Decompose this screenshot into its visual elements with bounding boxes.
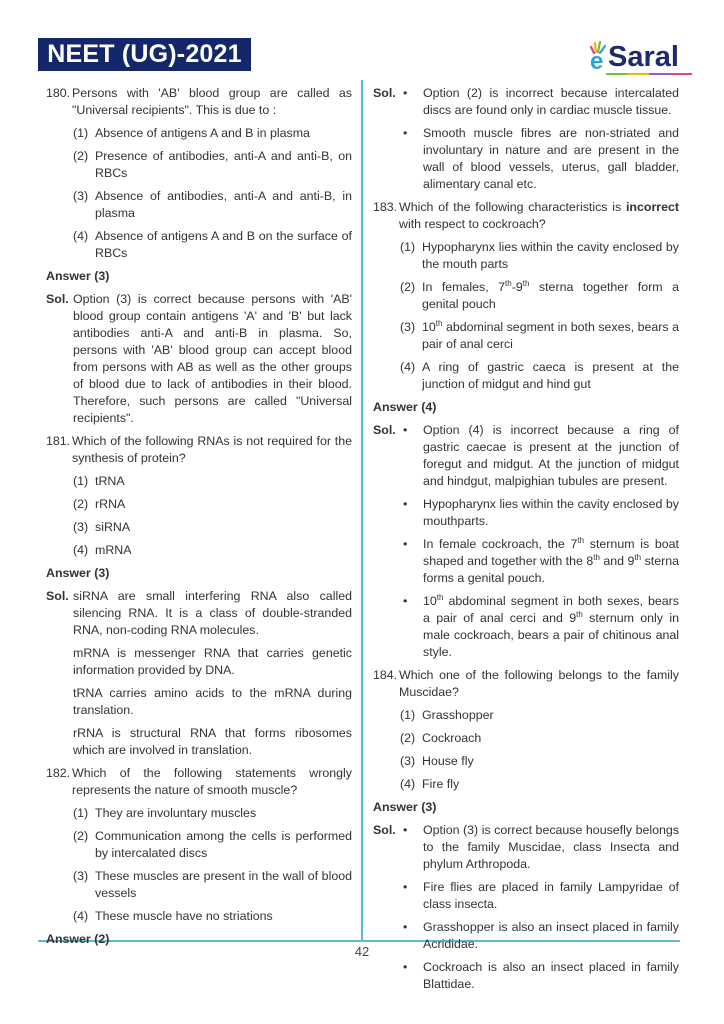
bullet-icon: • [403,537,408,551]
solution-bullet [373,919,679,953]
bullet-icon: • [403,920,408,934]
option-number: (1) [400,708,416,722]
solution-label: Sol. [373,86,396,100]
option-number: (3) [73,520,89,534]
question-number: 182. [46,766,71,780]
option [373,753,679,770]
option-number: (2) [400,280,416,294]
bullet-icon: • [403,594,408,608]
question-number: 181. [46,434,71,448]
answer-label: Answer (4) [373,400,437,414]
option-text: 10 [422,320,436,334]
superscript: th [576,609,583,619]
option-number: (1) [400,240,416,254]
option-text: Hypopharynx lies within the cavity enclosed by the mouth parts [422,240,679,271]
left-column [46,85,352,954]
solution-point: Cockroach is also an insect placed in family Blattidae. [423,960,679,991]
option-number: (3) [400,754,416,768]
solution-point: Smooth muscle fibres are non-striated and involuntary in nature and are present in the wall of blood vessels, uterus, gall bladder, alimentary canal etc. [423,126,679,191]
question-text: Persons with 'AB' blood group are called as "Universal recipients". This is due to : [72,86,352,117]
option [46,473,352,490]
solution-bullet [373,593,679,661]
option-text: These muscle have no striations [95,909,273,923]
bullet-icon: • [403,86,408,100]
solution-point: sterna forms a genital pouch. [423,554,680,585]
solution-label: Sol. [373,423,396,437]
option-number: (4) [73,909,89,923]
solution-point: sternum is boat shaped and together with the 8 [423,537,680,568]
solution-bullet [373,959,679,993]
option-number: (2) [73,497,89,511]
solution-point: sternum only in male cockroach, bears a pair of chitinous anal style. [423,611,679,659]
option [46,868,352,902]
right-column [373,85,679,999]
option [373,776,679,793]
option [46,228,352,262]
bullet-icon: • [403,423,408,437]
option-text: These muscles are present in the wall of blood vessels [95,869,352,900]
solution [373,822,679,873]
question-text: with respect to cockroach? [399,217,546,231]
option-number: (2) [73,829,89,843]
option-text: Fire fly [422,777,460,791]
option [373,707,679,724]
option-number: (1) [73,806,89,820]
solution-paragraph: rRNA is structural RNA that forms ribosomes which are involved in translation. [73,726,352,757]
logo-wordmark: Saral [608,41,679,73]
question-181 [46,433,352,467]
question-text: Which of the following RNAs is not required for the synthesis of protein? [72,434,352,465]
option [46,519,352,536]
question-number: 184. [373,668,398,682]
question-184 [373,667,679,701]
solution-point: and 9 [599,554,635,568]
question-text: Which one of the following belongs to the family Muscidae? [399,668,679,699]
option-text: mRNA [95,543,132,557]
option [46,828,352,862]
option-number: (3) [73,189,89,203]
solution [46,588,352,639]
solution-point: Fire flies are placed in family Lampyridae of class insecta. [423,880,679,911]
solution-bullet [373,496,679,530]
answer-label: Answer (3) [46,566,110,580]
option-text: Grasshopper [422,708,494,722]
option [373,279,679,313]
column-divider [361,80,363,940]
bullet-icon: • [403,823,408,837]
option-number: (3) [73,869,89,883]
option [46,542,352,559]
option-text: Communication among the cells is performed by intercalated discs [95,829,352,860]
option [46,188,352,222]
bullet-icon: • [403,960,408,974]
question-number: 180. [46,86,71,100]
option-text: They are involuntary muscles [95,806,257,820]
option-number: (2) [73,149,89,163]
solution-label: Sol. [46,292,69,306]
solution-point: Option (2) is incorrect because intercalated discs are found only in cardiac muscle tissue. [423,86,679,117]
question-text: Which of the following statements wrongly represents the nature of smooth muscle? [72,766,352,797]
option [46,125,352,142]
superscript: th [436,592,444,602]
logo-e-glyph: e [590,48,604,75]
solution-point: In female cockroach, the 7 [423,537,578,551]
solution-bullet [373,879,679,913]
option-text: siRNA [95,520,131,534]
solution-point: 10 [423,594,437,608]
question-182 [46,765,352,799]
option-text: -9 [511,280,523,294]
solution-bullet [373,536,679,587]
solution-point: abdominal segment in both sexes, bears a pair of anal cerci and 9 [423,594,679,625]
question-180 [46,85,352,119]
solution-label: Sol. [46,589,69,603]
superscript: th [435,318,443,328]
solution [373,85,679,119]
solution-point: Hypopharynx lies within the cavity enclosed by mouthparts. [423,497,679,528]
option [46,148,352,182]
option-text: abdominal segment in both sexes, bears a pair of anal cerci [422,320,679,351]
answer-label: Answer (3) [373,800,437,814]
solution-point: Grasshopper is also an insect placed in family Acrididae. [423,920,679,951]
option-number: (2) [400,731,416,745]
option-text: Cockroach [422,731,482,745]
option-number: (4) [400,777,416,791]
question-text: Which of the following characteristics is [399,200,626,214]
solution [373,422,679,490]
bullet-icon: • [403,126,408,140]
option [373,239,679,273]
solution-point: Option (4) is incorrect because a ring of gastric caecae is present at the junction of foregut and midgut. At the junction of midgut and hindgut, malpighian tubules are present. [423,423,679,488]
option-text: Absence of antibodies, anti-A and anti-B, in plasma [95,189,352,220]
exam-title-banner: NEET (UG)-2021 [38,38,251,71]
page-number: 42 [354,944,370,959]
superscript: th [577,535,585,545]
solution-text: Option (3) is correct because persons with 'AB' blood group contain antigens 'A' and 'B' but lack antibodies anti-A and anti-B in plasma. So, persons with 'AB' blood group can accept blood from persons with AB as well as the other groups of blood due to lack of antibodies in their blood. Therefore, such persons are called "Universal recipients". [73,292,352,425]
option-text: tRNA [95,474,125,488]
question-number: 183. [373,200,398,214]
logo-underline [606,73,692,75]
bullet-icon: • [403,880,408,894]
option-text: sterna together form a genital pouch [422,280,679,311]
answer-label: Answer (2) [46,932,110,946]
option-number: (1) [73,126,89,140]
option-text: House fly [422,754,474,768]
option-text: Absence of antigens A and B in plasma [95,126,310,140]
option [46,496,352,513]
option-text: Presence of antibodies, anti-A and anti-B, on RBCs [95,149,352,180]
option-number: (4) [73,229,89,243]
option [46,908,352,925]
option-number: (1) [73,474,89,488]
option [373,319,679,353]
question-183 [373,199,679,233]
superscript: th [522,278,530,288]
solution-text: siRNA are small interfering RNA also called silencing RNA. It is a class of double-stranded RNA, non-coding RNA molecules. [73,589,352,637]
option-number: (3) [400,320,416,334]
option [46,805,352,822]
option-text: rRNA [95,497,126,511]
option-text: Absence of antigens A and B on the surface of RBCs [95,229,352,260]
superscript: th [593,552,600,562]
esaral-logo [590,40,695,76]
solution-bullet [373,125,679,193]
option-text: A ring of gastric caeca is present at the junction of midgut and hind gut [422,360,679,391]
question-emphasis: incorrect [625,200,679,214]
answer-label: Answer (3) [46,269,110,283]
option-text: In females, 7 [422,280,506,294]
superscript: th [505,278,512,288]
solution-paragraph: tRNA carries amino acids to the mRNA during translation. [73,686,352,717]
option [373,359,679,393]
solution-label: Sol. [373,823,396,837]
solution-paragraph: mRNA is messenger RNA that carries genetic information provided by DNA. [73,646,352,677]
solution [46,291,352,427]
option [373,730,679,747]
solution-point: Option (3) is correct because housefly belongs to the family Muscidae, class Insecta and phylum Arthropoda. [423,823,679,871]
superscript: th [634,552,642,562]
bullet-icon: • [403,497,408,511]
option-number: (4) [400,360,416,374]
option-number: (4) [73,543,89,557]
